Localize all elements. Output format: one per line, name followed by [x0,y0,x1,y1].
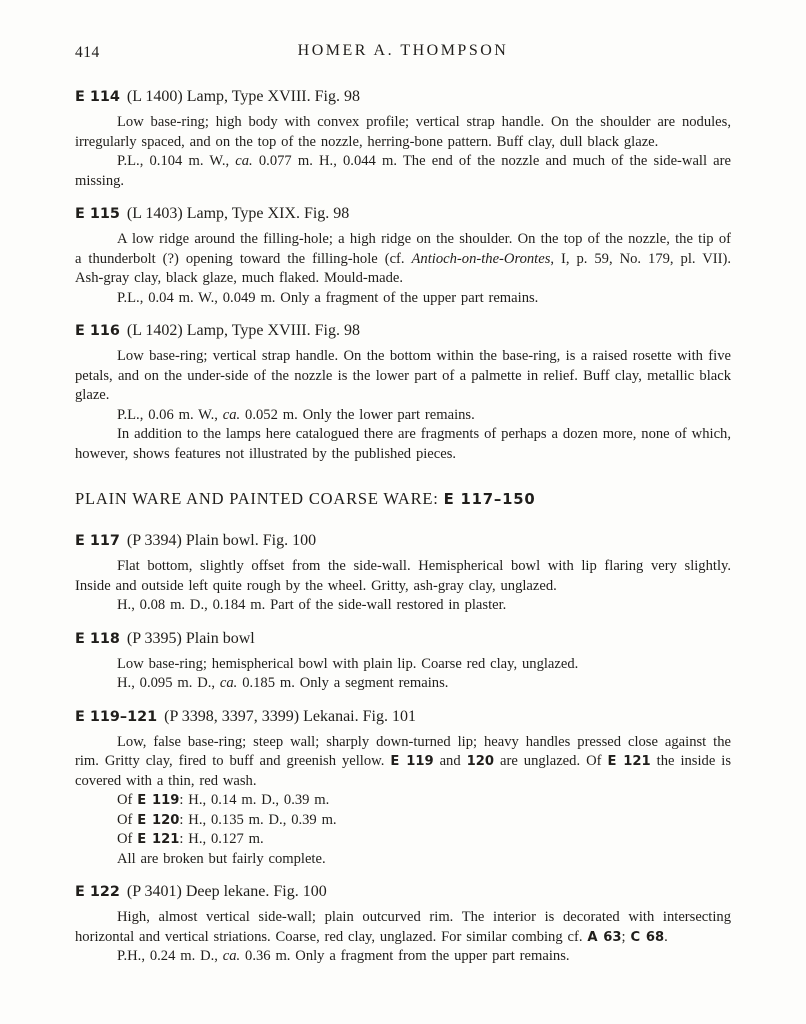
bold-reference: 120 [466,754,495,769]
italic-term: ca. [222,406,241,423]
entry-paragraph [75,347,731,406]
entry-title: (P 3395) Plain bowl [126,629,255,647]
text-run: Of [117,811,138,828]
entry-number: E 122 [75,884,120,900]
entry-paragraph [75,850,731,870]
text-run: the inside is covered with a thin, red wash. [75,753,732,789]
text-run: , I, p. 59, No. 179, pl. VII). Ash-gray clay, black glaze, much flaked. Mould-made. [75,250,731,286]
text-run: H., 0.08 m. D., 0.184 m. Part of the side-wall restored in plaster. [117,597,507,613]
entry-paragraph [75,791,731,811]
catalog-entry [75,706,731,870]
entry-heading [75,203,731,225]
entry-paragraph [75,811,731,831]
entry-number: E 118 [75,630,120,647]
entry-heading [75,706,731,728]
entry-paragraph [75,557,731,596]
entry-number: E 119–121 [75,708,158,725]
text-run: Flat bottom, slightly offset from the side-wall. Hemispherical bowl with lip flaring very slightly. Inside and outside left quite rough by the wheel. Gritty, ash-gray clay, unglazed. [75,558,731,594]
entry-title: (L 1403) Lamp, Type XIX. Fig. 98 [126,205,350,222]
entry-paragraph [75,406,731,426]
entry-heading [75,628,731,650]
content-blocks [75,86,731,967]
entry-heading [75,86,731,108]
entry-number: E 117 [75,533,120,549]
entry-heading [75,530,731,552]
entry-title: (P 3401) Deep lekane. Fig. 100 [126,883,327,900]
entry-paragraph [75,425,731,464]
bold-reference: C 68 [630,929,665,945]
text-run: 0.185 m. Only a segment remains. [237,675,449,691]
bold-reference: E 121 [607,754,651,769]
entry-paragraph [75,830,731,850]
text-run: : H., 0.127 m. [179,831,264,847]
text-run: . [664,928,668,945]
text-run: In addition to the lamps here catalogued there are fragments of perhaps a dozen more, none of which, however, shows features not illustrated by the published pieces. [75,426,731,462]
text-run: Of [117,831,138,847]
text-run: ; [621,928,631,945]
entry-number: E 116 [75,323,120,339]
bold-reference: E 119 [137,793,180,808]
text-run: and [433,753,467,769]
bold-reference: E 120 [137,812,180,828]
text-run: : H., 0.14 m. D., 0.39 m. [179,792,330,808]
entry-heading [75,320,731,342]
catalog-entry [75,530,731,616]
bold-reference: E 121 [137,832,180,847]
entry-paragraph [75,113,731,152]
catalog-entry [75,628,731,694]
text-run: Low base-ring; vertical strap handle. On the bottom within the base-ring, is a raised rosette with five petals, and on the under-side of the nozzle is the lower part of a palmette in relief. Buff clay, metallic black glaze. [75,348,731,403]
entry-paragraph [75,733,731,792]
entry-number: E 115 [75,206,120,222]
page-number: 414 [75,44,100,61]
bold-reference: E 117–150 [443,490,536,508]
entry-title: (L 1400) Lamp, Type XVIII. Fig. 98 [126,88,360,105]
catalog-entry [75,86,731,191]
entry-paragraph [75,947,731,967]
page-header [75,42,731,64]
text-run: All are broken but fairly complete. [117,850,326,867]
text-run: are unglazed. Of [494,753,608,769]
text-run: 0.052 m. Only the lower part remains. [240,406,475,423]
entry-title: (P 3398, 3397, 3399) Lekanai. Fig. 101 [164,707,416,725]
section-heading [75,488,731,510]
entry-paragraph [75,152,731,191]
catalog-entry [75,203,731,308]
text-run: Low base-ring; hemispherical bowl with plain lip. Coarse red clay, unglazed. [117,655,579,672]
entry-title: (P 3394) Plain bowl. Fig. 100 [126,532,317,549]
catalog-entry [75,881,731,967]
entry-number: E 114 [75,89,120,105]
text-run: P.L., 0.104 m. W., [117,153,236,169]
running-head: HOMER A. THOMPSON [297,42,509,59]
entry-paragraph [75,908,731,947]
text-run: P.H., 0.24 m. D., [117,948,223,964]
entry-heading [75,881,731,903]
text-run: Low base-ring; high body with convex profile; vertical strap handle. On the shoulder are nodules, irregularly spaced, and on the top of the nozzle, herring-bone pattern. Buff clay, dull black glaze. [75,114,731,150]
text-run: High, almost vertical side-wall; plain outcurved rim. The interior is decorated with intersecting horizontal and vertical striations. Coarse, red clay, unglazed. For similar combing cf. [75,909,731,945]
text-run: PLAIN WARE AND PAINTED COARSE WARE: [75,489,444,508]
text-run: H., 0.095 m. D., [117,675,220,691]
italic-term: ca. [235,153,253,169]
text-run: P.L., 0.06 m. W., [117,406,223,423]
entry-title: (L 1402) Lamp, Type XVIII. Fig. 98 [126,322,360,339]
text-run: 0.077 m. H., 0.044 m. The end of the nozzle and much of the side-wall are missing. [75,153,732,189]
italic-term: Antioch-on-the-Orontes [411,250,551,267]
catalog-entry [75,320,731,464]
text-run: Low, false base-ring; steep wall; sharply down-turned lip; heavy handles pressed close against the rim. Gritty clay, fired to buff and greenish yellow. [75,733,731,769]
italic-term: ca. [222,948,241,964]
italic-term: ca. [219,675,238,691]
text-run: P.L., 0.04 m. W., 0.049 m. Only a fragment of the upper part remains. [117,289,539,306]
text-run: Of [117,792,138,808]
entry-paragraph [75,230,731,289]
text-run: A low ridge around the filling-hole; a high ridge on the shoulder. On the top of the nozzle, the tip of a thunderbolt (?) opening toward the filling-hole (cf. [75,231,731,267]
text-run: : H., 0.135 m. D., 0.39 m. [179,811,337,828]
entry-paragraph [75,289,731,309]
entry-paragraph [75,655,731,675]
text-run: 0.36 m. Only a fragment from the upper part remains. [240,948,570,964]
entry-paragraph [75,596,731,616]
bold-reference: E 119 [390,754,434,769]
bold-reference: A 63 [587,929,622,945]
entry-paragraph [75,674,731,694]
